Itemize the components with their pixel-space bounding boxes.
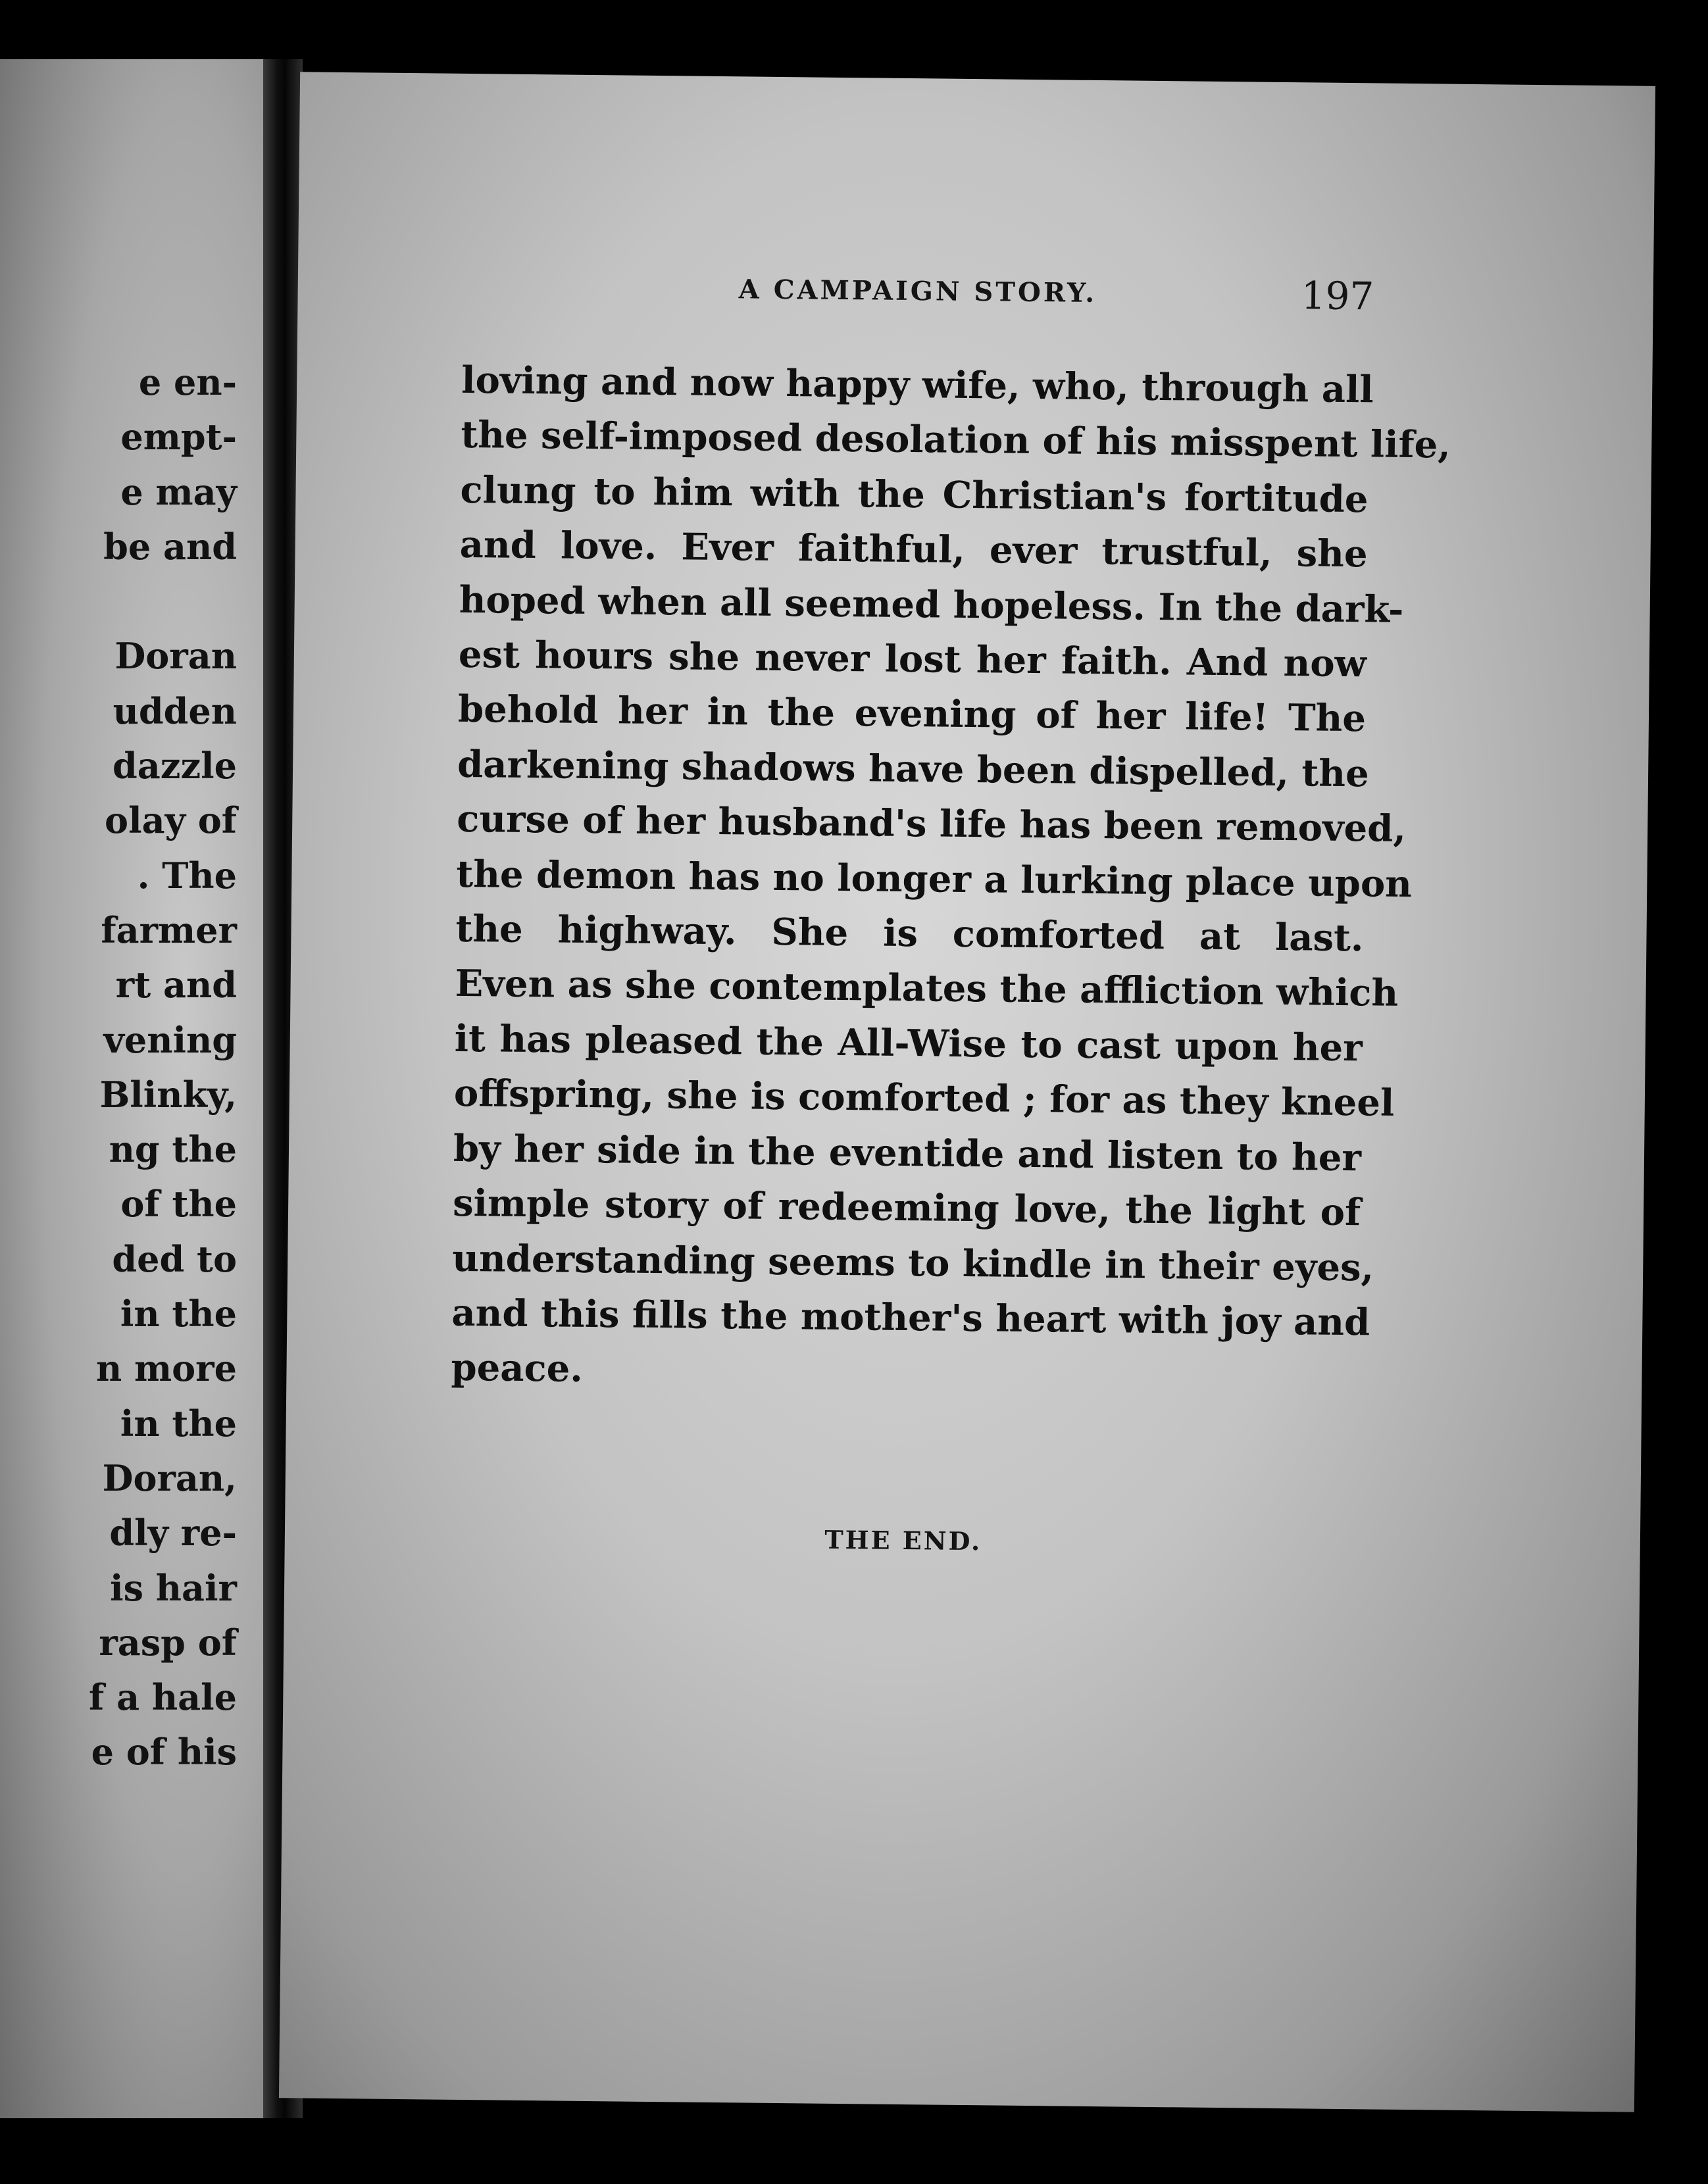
text-line: and this fills the mother's heart with joy and [451, 1291, 1370, 1345]
body-text [451, 353, 1451, 1405]
text-line: Even as she contemplates the affliction which [455, 962, 1399, 1016]
left-line: empt- [120, 416, 237, 459]
left-line: is hair [110, 1566, 237, 1609]
left-line: rasp of [99, 1621, 237, 1664]
text-line: behold her in the evening of her life! The [457, 687, 1367, 741]
page-number: 197 [1301, 273, 1374, 319]
text-line: understanding seems to kindle in their eyes, [451, 1236, 1374, 1289]
left-line: dly re- [109, 1512, 237, 1554]
text-line: the self-imposed desolation of his misspent life, [461, 413, 1451, 468]
left-line [89, 574, 237, 629]
text-line: simple story of redeeming love, the light of [452, 1181, 1361, 1235]
left-line: vening [103, 1018, 237, 1061]
left-line: ded to [112, 1237, 237, 1280]
text-line: offspring, she is comforted ; for as they kneel [453, 1072, 1395, 1126]
running-head: A CAMPAIGN STORY. [738, 274, 1097, 309]
text-line: clung to him with the Christian's fortitude [460, 468, 1369, 522]
left-line: n more [95, 1347, 237, 1390]
left-line: e of his [91, 1731, 237, 1774]
left-line: ng the [109, 1128, 237, 1171]
text-line: the highway. She is comforted at last. [455, 906, 1364, 960]
text-line: hoped when all seemed hopeless. In the dark- [459, 578, 1404, 632]
text-line: est hours she never lost her faith. And now [458, 632, 1367, 686]
left-page-text [0, 355, 237, 1780]
text-line: peace. [451, 1346, 584, 1391]
text-line: it has pleased the All-Wise to cast upon her [454, 1016, 1363, 1070]
text-line: the demon has no longer a lurking place upon [456, 852, 1413, 906]
text-line: curse of her husband's life has been removed, [456, 797, 1407, 851]
left-line: Blinky, [99, 1073, 237, 1116]
left-line: e may [120, 470, 237, 513]
left-line: . The [137, 854, 237, 897]
text-line: by her side in the eventide and listen to her [453, 1126, 1362, 1179]
left-page [0, 59, 263, 2118]
left-line: Doran [114, 635, 237, 678]
left-line: in the [120, 1293, 237, 1335]
left-line: farmer [101, 908, 237, 951]
left-line: in the [120, 1402, 237, 1445]
left-line: be and [103, 525, 237, 568]
text-line: and love. Ever faithful, ever trustful, she [459, 523, 1368, 576]
left-line: f a hale [89, 1676, 237, 1719]
left-line: of the [120, 1183, 237, 1226]
text-line: loving and now happy wife, who, through all [461, 358, 1374, 412]
left-line: dazzle [113, 745, 237, 787]
the-end: THE END. [824, 1524, 982, 1556]
text-line: darkening shadows have been dispelled, the [457, 742, 1370, 796]
left-line: olay of [105, 799, 237, 842]
left-line: e en- [138, 361, 237, 403]
left-line: udden [113, 689, 237, 732]
left-line: rt and [115, 964, 237, 1006]
left-line: Doran, [102, 1456, 237, 1499]
right-page [279, 72, 1655, 2112]
